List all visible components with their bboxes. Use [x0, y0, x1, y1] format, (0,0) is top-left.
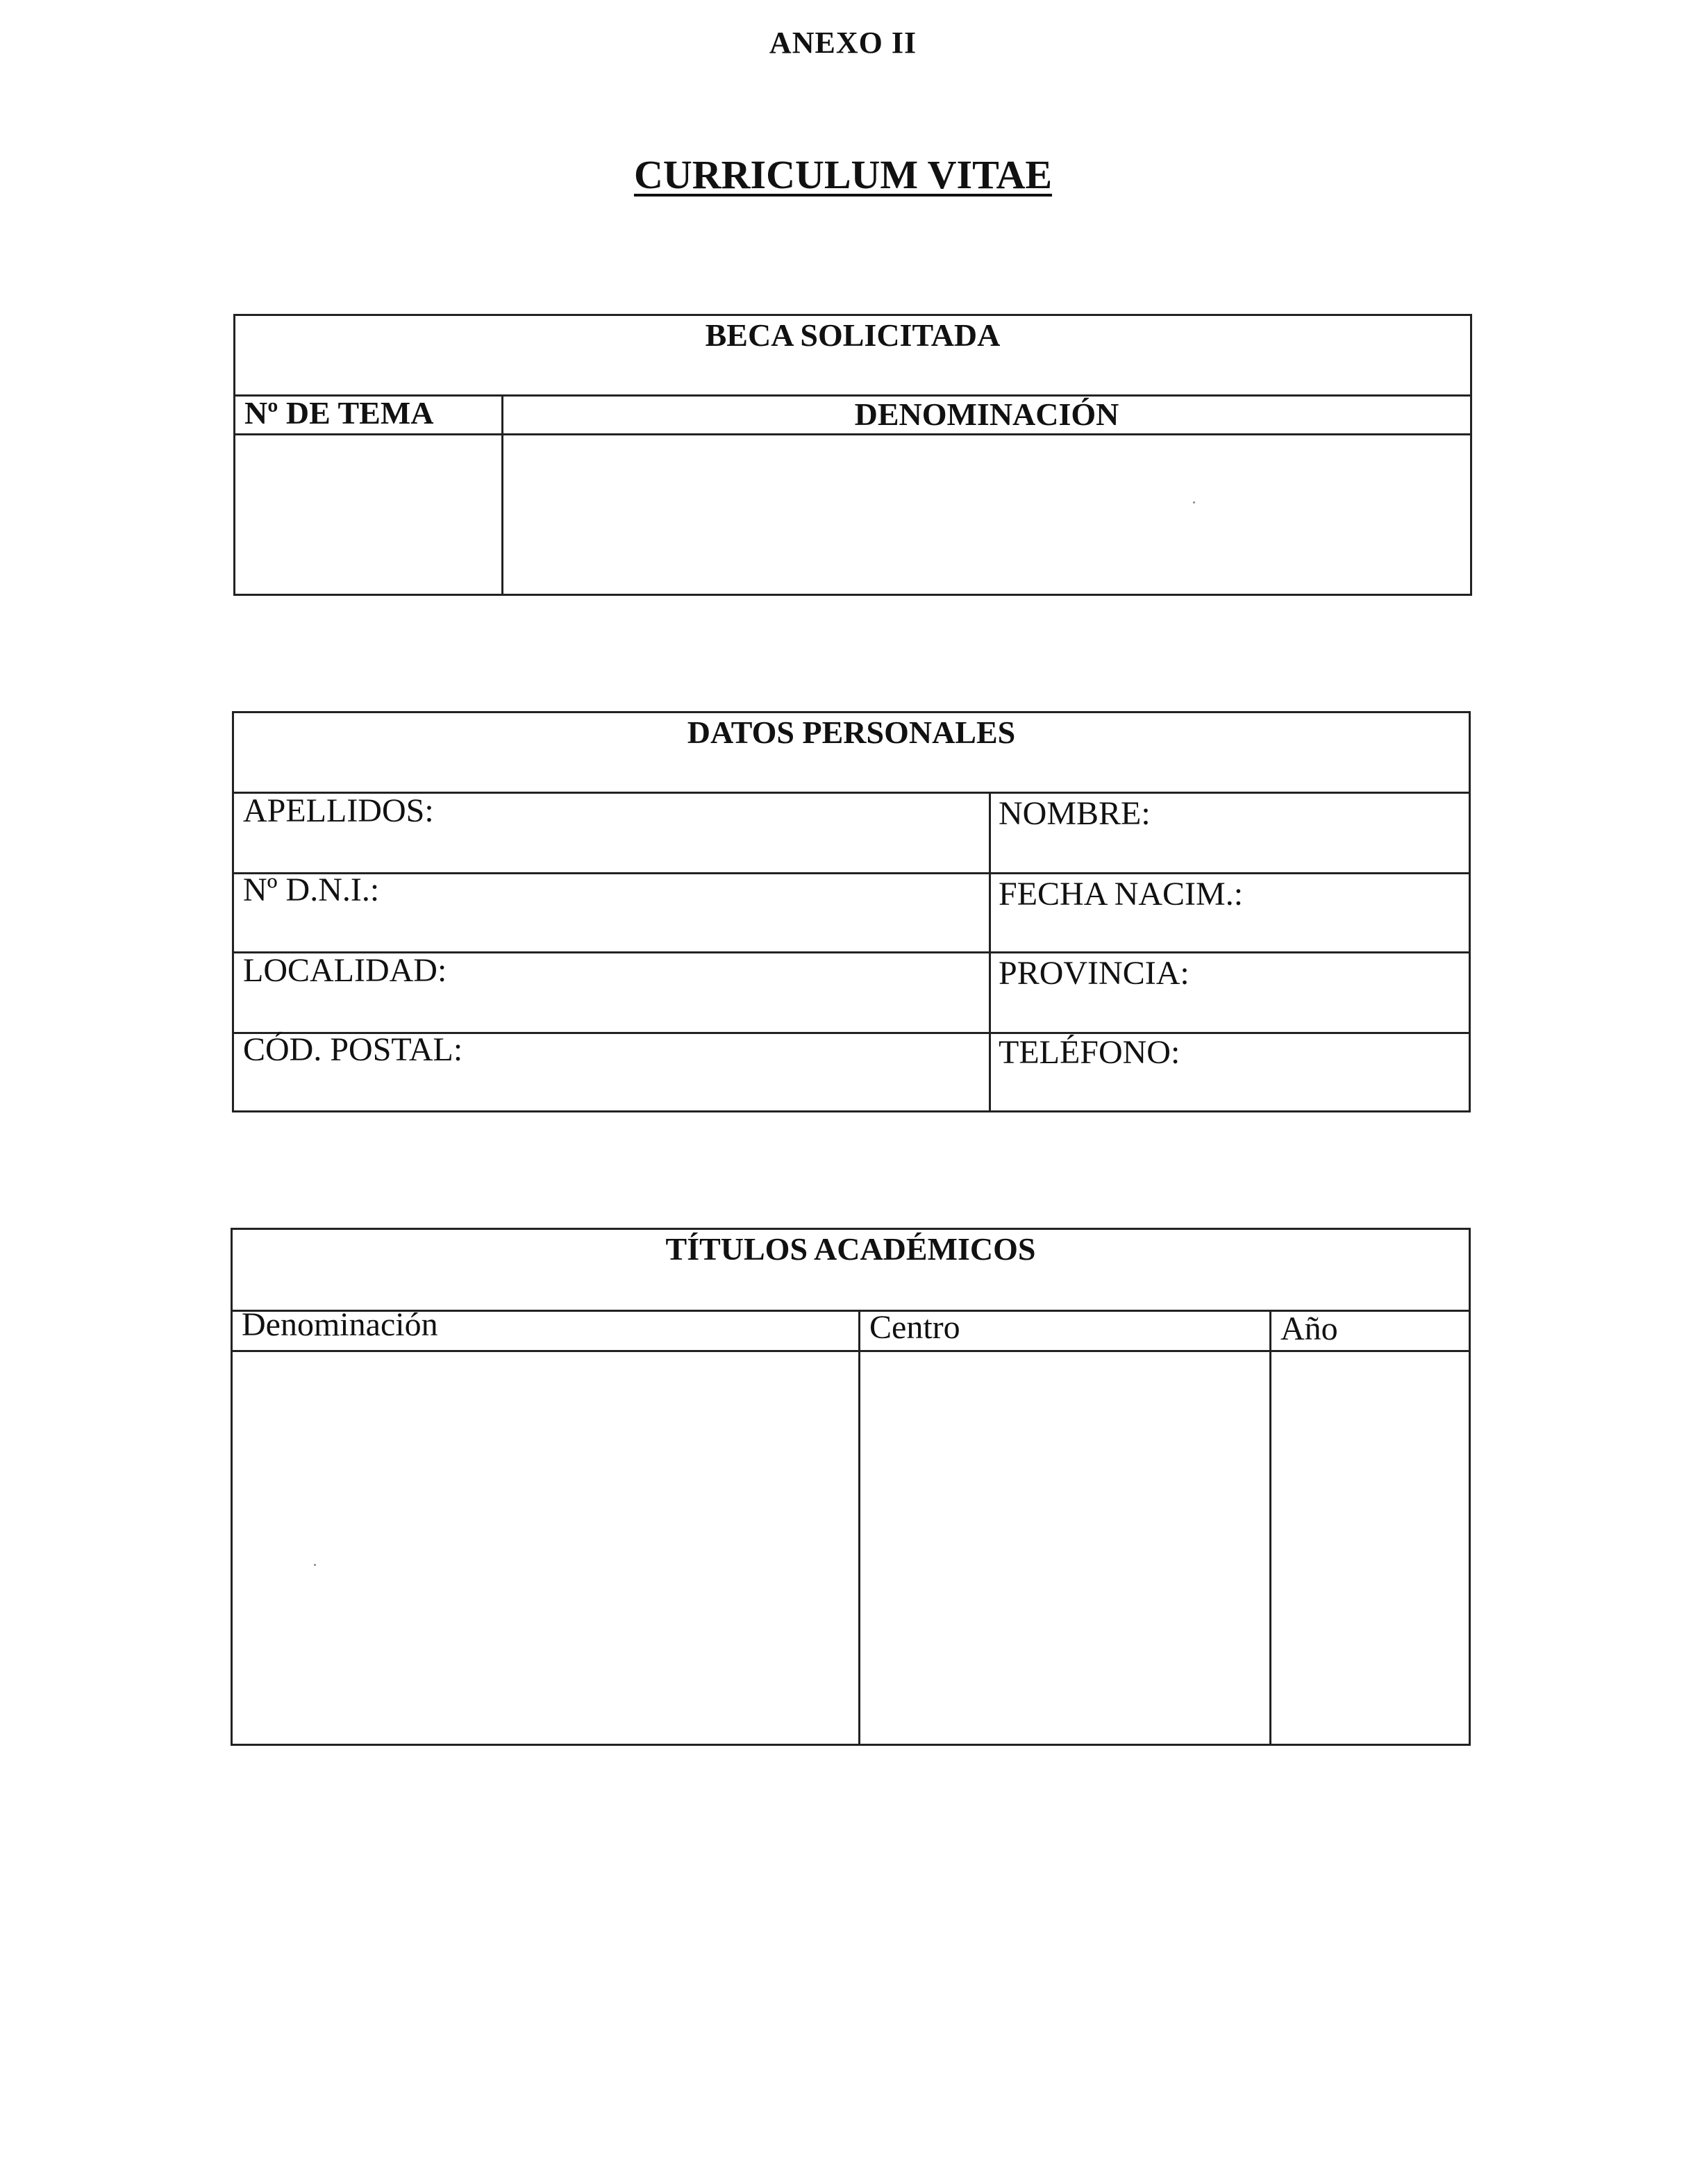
titulos-anio-cell[interactable] — [1271, 1352, 1469, 1744]
datos-row-divider-1 — [232, 872, 1471, 874]
codigo-postal-label: CÓD. POSTAL: — [243, 1031, 463, 1068]
nombre-label: NOMBRE: — [999, 795, 1151, 832]
fecha-nacimiento-label: FECHA NACIM.: — [999, 876, 1244, 912]
titulos-heading: TÍTULOS ACADÉMICOS — [665, 1231, 1036, 1267]
titulos-centro-cell[interactable] — [860, 1352, 1267, 1744]
datos-column-divider — [989, 792, 991, 1112]
titulos-denominacion-cell[interactable] — [233, 1352, 856, 1744]
beca-col-tema: Nº DE TEMA — [244, 395, 434, 431]
dni-label: Nº D.N.I.: — [243, 872, 380, 908]
beca-denominacion-cell[interactable] — [503, 435, 1470, 594]
provincia-label: PROVINCIA: — [999, 955, 1190, 992]
titulos-col-centro: Centro — [869, 1309, 960, 1346]
page-title — [0, 151, 1686, 198]
datos-heading: DATOS PERSONALES — [687, 715, 1016, 750]
beca-col-denominacion: DENOMINACIÓN — [854, 397, 1119, 432]
scan-speck — [314, 1564, 316, 1566]
titulos-col-anio: Año — [1280, 1310, 1338, 1347]
beca-heading: BECA SOLICITADA — [705, 317, 1001, 353]
beca-tema-cell[interactable] — [235, 435, 499, 594]
cv-title-text: CURRICULUM VITAE — [633, 152, 1053, 197]
annex-title: ANEXO II — [769, 26, 917, 60]
telefono-label: TELÉFONO: — [999, 1034, 1180, 1071]
apellidos-label: APELLIDOS: — [243, 792, 434, 829]
scan-speck — [1193, 501, 1195, 503]
titulos-col-denominacion: Denominación — [242, 1306, 438, 1343]
localidad-label: LOCALIDAD: — [243, 952, 447, 989]
